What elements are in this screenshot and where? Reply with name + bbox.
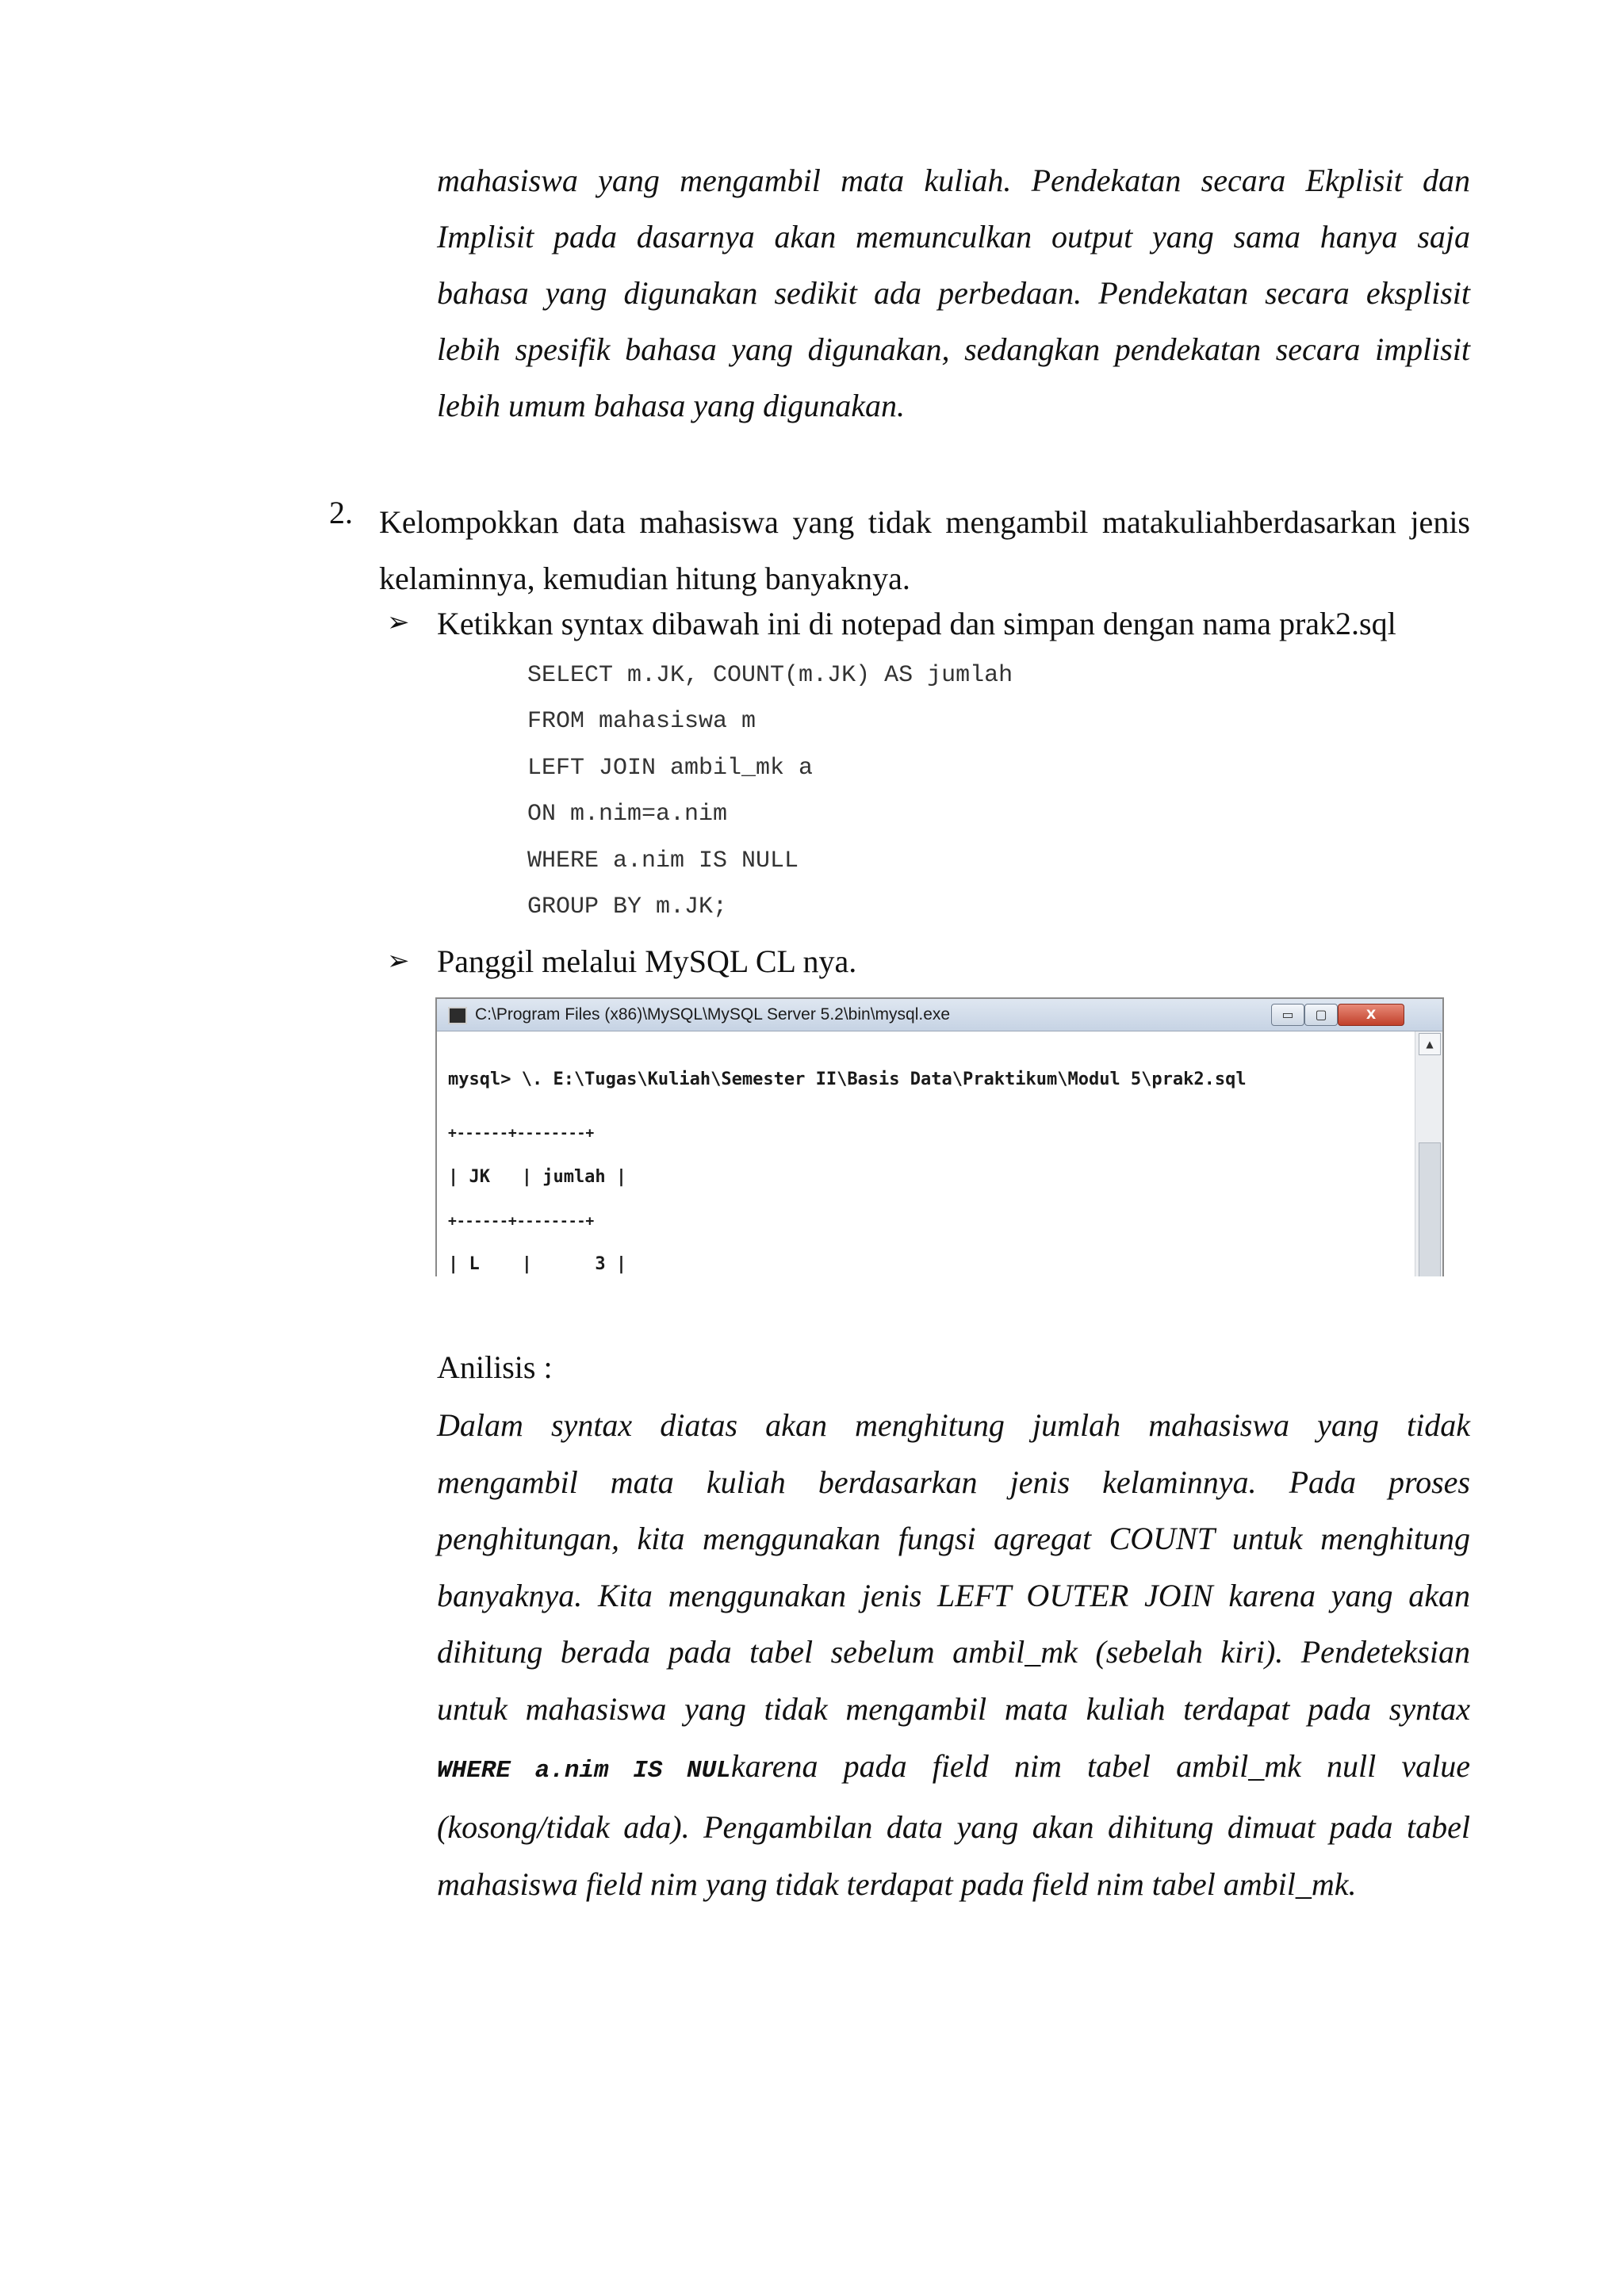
inline-code: WHERE a.nim IS NUL xyxy=(437,1756,731,1785)
mysql-terminal-window xyxy=(435,997,1444,1276)
close-button[interactable]: X xyxy=(1338,1004,1404,1026)
analysis-line: untuk mahasiswa yang tidak mengambil mata kuliah terdapat pada syntax xyxy=(437,1690,1470,1727)
intro-paragraph xyxy=(437,152,1470,434)
analysis-line: banyaknya. Kita menggunakan jenis LEFT OUTER JOIN karena yang akan xyxy=(437,1577,1470,1613)
intro-line: Implisit pada dasarnya akan memunculkan output yang sama hanya saja xyxy=(437,219,1470,254)
window-title: C:\Program Files (x86)\MySQL\MySQL Server 5.2\bin\mysql.exe xyxy=(475,1005,951,1024)
analysis-line: (kosong/tidak ada). Pengambilan data yang akan dihitung dimuat pada tabel xyxy=(437,1809,1470,1846)
code-line: WHERE a.nim IS NULL xyxy=(527,848,799,874)
maximize-button[interactable]: ▢ xyxy=(1304,1004,1338,1026)
analysis-line: mahasiswa field nim yang tidak terdapat pada field nim tabel ambil_mk. xyxy=(437,1866,1357,1902)
item-number: 2. xyxy=(329,495,353,530)
terminal-body[interactable] xyxy=(437,1031,1415,1276)
analysis-line: Dalam syntax diatas akan menghitung jumlah mahasiswa yang tidak xyxy=(437,1407,1470,1443)
item2-line: kelaminnya, kemudian hitung banyaknya. xyxy=(379,561,910,596)
terminal-line: | L | 3 | xyxy=(448,1254,627,1274)
terminal-line: | JK | jumlah | xyxy=(448,1167,627,1187)
intro-line: bahasa yang digunakan sedikit ada perbedaan. Pendekatan secara eksplisit xyxy=(437,275,1470,311)
analysis-line: penghitungan, kita menggunakan fungsi agregat COUNT untuk menghitung xyxy=(437,1521,1470,1557)
analysis-heading: Anilisis : xyxy=(437,1349,553,1385)
analysis-line7-rest: karena pada field nim tabel ambil_mk null value xyxy=(730,1747,1470,1784)
intro-line: mahasiswa yang mengambil mata kuliah. Pendekatan secara Ekplisit dan xyxy=(437,163,1470,198)
analysis-paragraph xyxy=(437,1397,1470,1912)
item2-text xyxy=(379,494,1470,607)
arrow-bullet-icon: ➢ xyxy=(387,608,410,637)
terminal-line: +------+--------+ xyxy=(448,1125,595,1142)
arrow-bullet-icon: ➢ xyxy=(387,947,410,976)
intro-line: lebih spesifik bahasa yang digunakan, sedangkan pendekatan secara implisit xyxy=(437,331,1470,367)
window-title-bar xyxy=(437,999,1442,1031)
terminal-line: +------+--------+ xyxy=(448,1213,595,1230)
code-line: LEFT JOIN ambil_mk a xyxy=(527,755,814,782)
code-line: GROUP BY m.JK; xyxy=(527,894,728,920)
code-line: ON m.nim=a.nim xyxy=(527,801,728,828)
terminal-line: mysql> \. E:\Tugas\Kuliah\Semester II\Basis Data\Praktikum\Modul 5\prak2.sql xyxy=(448,1070,1247,1089)
analysis-line-with-code xyxy=(437,1738,1470,1800)
terminal-output xyxy=(448,1041,1247,1276)
item2-line: Kelompokkan data mahasiswa yang tidak mengambil matakuliahberdasarkan jenis xyxy=(379,504,1470,540)
console-icon xyxy=(448,1007,467,1024)
bullet1-text: Ketikkan syntax dibawah ini di notepad dan simpan dengan nama prak2.sql xyxy=(437,606,1396,641)
scroll-thumb[interactable] xyxy=(1419,1142,1441,1276)
scroll-up-arrow-icon[interactable]: ▲ xyxy=(1419,1033,1441,1055)
intro-line: lebih umum bahasa yang digunakan. xyxy=(437,388,905,423)
analysis-line: mengambil mata kuliah berdasarkan jenis kelaminnya. Pada proses xyxy=(437,1464,1470,1500)
code-line: FROM mahasiswa m xyxy=(527,708,756,735)
analysis-line: dihitung berada pada tabel sebelum ambil_mk (sebelah kiri). Pendeteksian xyxy=(437,1634,1470,1670)
minimize-button[interactable]: ▭ xyxy=(1271,1004,1304,1026)
vertical-scrollbar[interactable] xyxy=(1415,1031,1442,1276)
code-line: SELECT m.JK, COUNT(m.JK) AS jumlah xyxy=(527,662,1013,689)
bullet2-text: Panggil melalui MySQL CL nya. xyxy=(437,943,857,979)
